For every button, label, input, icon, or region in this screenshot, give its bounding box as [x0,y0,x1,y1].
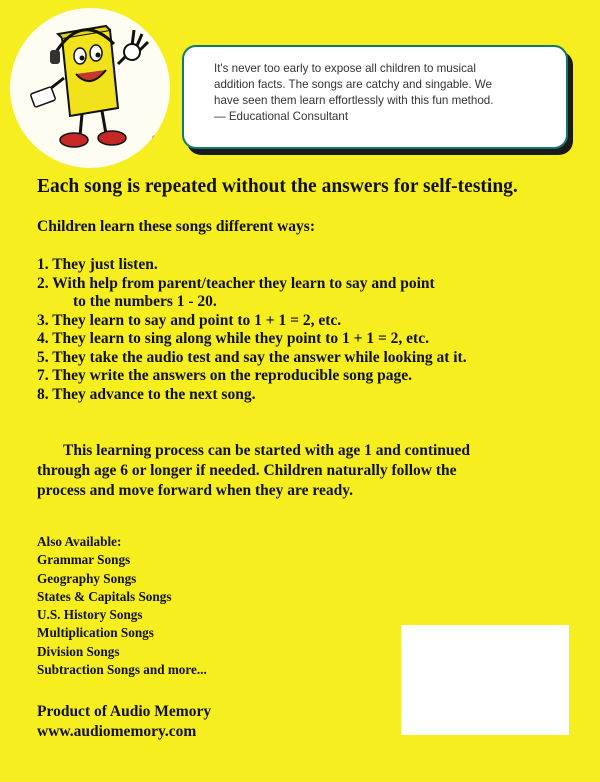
also-available-item: Multiplication Songs [37,625,154,641]
headline: Each song is repeated without the answers for self-testing. [37,176,518,197]
also-available-list [37,533,207,679]
testimonial-box [182,45,568,149]
process-line: This learning process can be started with age 1 and continued [63,442,471,459]
steps-list [37,256,467,404]
step-item: 4. They learn to sing along while they point to 1 + 1 = 2, etc. [37,330,429,347]
testimonial-line: addition facts. The songs are catchy and singable. We [214,78,492,91]
also-available-title: Also Available: [37,534,122,549]
subhead: Children learn these songs different ways: [37,218,315,235]
step-item: 1. They just listen. [37,256,158,273]
publisher-block [37,702,211,742]
testimonial-line: have seen them learn effortlessly with this fun method. [214,94,494,107]
also-available-item: States & Capitals Songs [37,588,172,604]
step-item: 5. They take the audio test and say the answer while looking at it. [37,348,467,366]
step-item: 3. They learn to say and point to 1 + 1 = 2, etc. [37,311,342,329]
step-item-continuation: to the numbers 1 - 20. [73,293,217,310]
mascot-badge [10,8,170,168]
testimonial-line: It's never too early to expose all children to musical [214,62,476,75]
also-available-item: U.S. History Songs [37,607,143,623]
process-line: process and move forward when they are ready. [37,482,354,499]
testimonial-attribution: — Educational Consultant [214,110,349,123]
also-available-item: Grammar Songs [37,552,131,568]
also-available-item: Subtraction Songs and more... [37,662,207,678]
publisher-line: Product of Audio Memory [37,703,212,720]
step-item: 8. They advance to the next song. [37,385,256,403]
process-line: through age 6 or longer if needed. Children naturally follow the [37,462,457,479]
cassette-mascot-icon [10,8,170,168]
website-link[interactable]: www.audiomemory.com [37,723,197,740]
step-item: 2. With help from parent/teacher they learn to say and point [37,274,435,292]
process-paragraph [37,441,470,501]
registered-mark: ® [152,134,160,145]
also-available-item: Division Songs [37,643,120,659]
also-available-item: Geography Songs [37,570,137,586]
step-item: 7. They write the answers on the reproducible song page. [37,367,413,384]
barcode-placeholder [401,625,569,735]
